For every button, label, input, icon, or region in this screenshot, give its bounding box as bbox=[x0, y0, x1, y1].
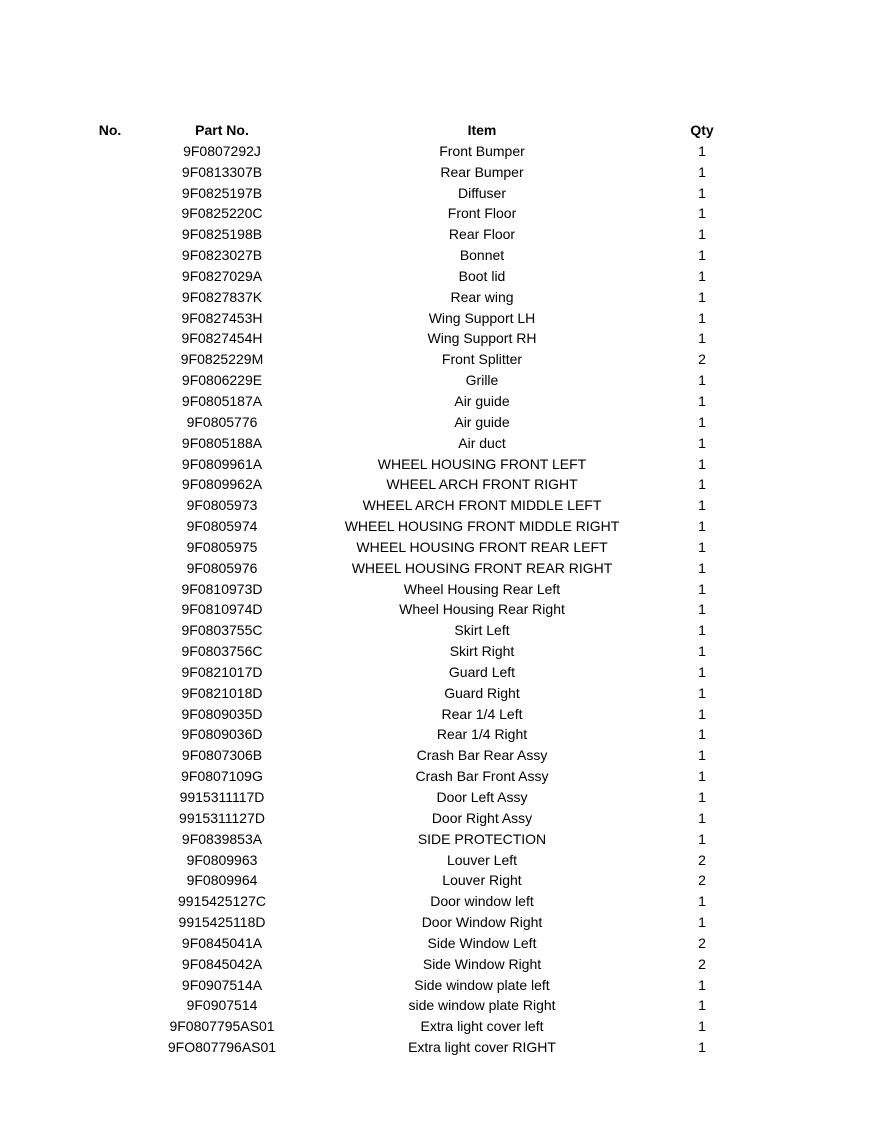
cell-part-no: 9F0827453H bbox=[181, 309, 263, 326]
cell-part-no: 9F0825197B bbox=[181, 184, 263, 201]
cell-qty: 1 bbox=[698, 476, 706, 493]
cell-item: Skirt Right bbox=[449, 643, 515, 660]
cell-qty: 1 bbox=[698, 830, 706, 847]
cell-qty: 1 bbox=[698, 372, 706, 389]
table-row bbox=[0, 620, 880, 641]
cell-part-no: 9F0809036D bbox=[181, 726, 263, 743]
cell-qty: 1 bbox=[698, 643, 706, 660]
cell-qty: 1 bbox=[698, 768, 706, 785]
cell-item: Crash Bar Front Assy bbox=[415, 768, 549, 785]
cell-item: Boot lid bbox=[458, 267, 506, 284]
cell-part-no: 9F0907514 bbox=[186, 997, 258, 1014]
cell-part-no: 9F0805974 bbox=[186, 518, 258, 535]
cell-item: Rear 1/4 Left bbox=[441, 705, 523, 722]
cell-qty: 1 bbox=[698, 330, 706, 347]
cell-part-no: 9FO807796AS01 bbox=[167, 1039, 277, 1056]
cell-part-no: 9F0809961A bbox=[181, 455, 263, 472]
cell-qty: 1 bbox=[698, 226, 706, 243]
cell-qty: 1 bbox=[698, 205, 706, 222]
cell-qty: 1 bbox=[698, 247, 706, 264]
cell-item: Diffuser bbox=[458, 184, 506, 201]
cell-part-no: 9F0805776 bbox=[186, 413, 258, 430]
cell-part-no: 9F0803756C bbox=[181, 643, 263, 660]
cell-qty: 1 bbox=[698, 142, 706, 159]
cell-item: Skirt Left bbox=[454, 622, 510, 639]
cell-item: Grille bbox=[465, 372, 499, 389]
cell-part-no: 9915425127C bbox=[178, 893, 266, 910]
table-row bbox=[0, 537, 880, 558]
cell-item: Wheel Housing Rear Right bbox=[399, 601, 565, 618]
cell-part-no: 9F0839853A bbox=[181, 830, 263, 847]
cell-item: WHEEL HOUSING FRONT MIDDLE RIGHT bbox=[344, 518, 620, 535]
cell-item: Louver Left bbox=[446, 851, 518, 868]
cell-part-no: 9915425118D bbox=[178, 914, 266, 931]
cell-part-no: 9F0807795AS01 bbox=[169, 1018, 275, 1035]
cell-qty: 2 bbox=[698, 351, 706, 368]
table-row bbox=[0, 412, 880, 433]
cell-part-no: 9F0827454H bbox=[181, 330, 263, 347]
cell-qty: 1 bbox=[698, 684, 706, 701]
cell-qty: 1 bbox=[698, 914, 706, 931]
table-row bbox=[0, 391, 880, 412]
cell-part-no: 9F0907514A bbox=[181, 976, 263, 993]
table-row bbox=[0, 433, 880, 454]
cell-part-no: 9F0813307B bbox=[181, 163, 263, 180]
cell-qty: 1 bbox=[698, 789, 706, 805]
table-row bbox=[0, 975, 880, 996]
cell-qty: 2 bbox=[698, 872, 706, 889]
cell-qty: 1 bbox=[698, 976, 706, 993]
cell-part-no: 9F0823027B bbox=[181, 247, 263, 264]
table-row bbox=[0, 349, 880, 370]
cell-part-no: 9915311117D bbox=[179, 789, 265, 805]
cell-item: Front Floor bbox=[447, 205, 517, 222]
cell-item: Extra light cover left bbox=[420, 1018, 544, 1035]
cell-item: Crash Bar Rear Assy bbox=[416, 747, 548, 764]
cell-part-no: 9F0845041A bbox=[181, 934, 263, 951]
cell-part-no: 9F0807306B bbox=[181, 747, 263, 764]
cell-item: Side Window Right bbox=[422, 955, 542, 972]
cell-item: WHEEL HOUSING FRONT REAR LEFT bbox=[356, 538, 608, 555]
table-row bbox=[0, 662, 880, 683]
cell-item: Air duct bbox=[458, 434, 506, 451]
cell-qty: 2 bbox=[698, 851, 706, 868]
cell-item: Rear wing bbox=[450, 288, 514, 305]
header-no: No. bbox=[98, 122, 122, 138]
cell-item: Door window left bbox=[430, 893, 534, 910]
parts-table bbox=[0, 120, 880, 1058]
table-row bbox=[0, 474, 880, 495]
table-row bbox=[0, 933, 880, 954]
cell-item: Door Window Right bbox=[421, 914, 543, 931]
cell-qty: 1 bbox=[698, 559, 706, 576]
cell-item: Front Bumper bbox=[439, 142, 525, 159]
cell-part-no: 9F0810973D bbox=[181, 580, 263, 597]
cell-part-no: 9F0809035D bbox=[181, 705, 263, 722]
table-row bbox=[0, 370, 880, 391]
table-row bbox=[0, 891, 880, 912]
table-row bbox=[0, 745, 880, 766]
cell-item: Rear Bumper bbox=[440, 163, 524, 180]
cell-part-no: 9F0805187A bbox=[181, 392, 263, 409]
cell-part-no: 9F0805976 bbox=[186, 559, 258, 576]
cell-part-no: 9915311127D bbox=[179, 809, 265, 826]
table-row bbox=[0, 1037, 880, 1058]
cell-part-no: 9F0806229E bbox=[181, 372, 263, 389]
table-row bbox=[0, 558, 880, 579]
cell-item: Door Right Assy bbox=[431, 809, 533, 826]
table-row bbox=[0, 224, 880, 245]
table-row bbox=[0, 203, 880, 224]
cell-part-no: 9F0845042A bbox=[181, 955, 263, 972]
table-row bbox=[0, 766, 880, 787]
cell-qty: 1 bbox=[698, 184, 706, 201]
cell-part-no: 9F0805188A bbox=[181, 434, 263, 451]
cell-part-no: 9F0805975 bbox=[186, 538, 258, 555]
table-row bbox=[0, 954, 880, 975]
table-row bbox=[0, 808, 880, 829]
cell-item: Side window plate left bbox=[414, 976, 550, 993]
cell-part-no: 9F0807292J bbox=[183, 142, 261, 159]
cell-item: Wheel Housing Rear Left bbox=[403, 580, 561, 597]
cell-qty: 1 bbox=[698, 497, 706, 514]
cell-qty: 1 bbox=[698, 705, 706, 722]
cell-item: Door Left Assy bbox=[436, 789, 528, 805]
cell-qty: 1 bbox=[698, 747, 706, 764]
cell-item: WHEEL HOUSING FRONT REAR RIGHT bbox=[351, 559, 613, 576]
cell-qty: 1 bbox=[698, 1018, 706, 1035]
table-row bbox=[0, 454, 880, 475]
table-row bbox=[0, 579, 880, 600]
table-row bbox=[0, 995, 880, 1016]
cell-qty: 1 bbox=[698, 267, 706, 284]
cell-item: WHEEL HOUSING FRONT LEFT bbox=[377, 455, 587, 472]
cell-part-no: 9F0803755C bbox=[181, 622, 263, 639]
cell-item: Bonnet bbox=[459, 247, 505, 264]
cell-qty: 1 bbox=[698, 893, 706, 910]
table-row bbox=[0, 287, 880, 308]
cell-part-no: 9F0809964 bbox=[186, 872, 258, 889]
cell-item: Front Splitter bbox=[441, 351, 523, 368]
table-row bbox=[0, 266, 880, 287]
table-row bbox=[0, 328, 880, 349]
table-row bbox=[0, 141, 880, 162]
header-qty: Qty bbox=[690, 122, 714, 138]
cell-qty: 1 bbox=[698, 413, 706, 430]
table-row bbox=[0, 641, 880, 662]
cell-part-no: 9F0805973 bbox=[186, 497, 258, 514]
cell-item: SIDE PROTECTION bbox=[417, 830, 547, 847]
cell-item: Guard Right bbox=[444, 684, 520, 701]
cell-part-no: 9F0809962A bbox=[181, 476, 263, 493]
cell-qty: 1 bbox=[698, 392, 706, 409]
table-row bbox=[0, 162, 880, 183]
cell-item: side window plate Right bbox=[408, 997, 556, 1014]
cell-qty: 1 bbox=[698, 518, 706, 535]
table-body bbox=[0, 141, 880, 1058]
table-row bbox=[0, 183, 880, 204]
table-row bbox=[0, 516, 880, 537]
cell-part-no: 9F0807109G bbox=[181, 768, 263, 785]
cell-part-no: 9F0825229M bbox=[180, 351, 264, 368]
cell-part-no: 9F0810974D bbox=[181, 601, 263, 618]
cell-qty: 1 bbox=[698, 997, 706, 1014]
cell-qty: 1 bbox=[698, 809, 706, 826]
cell-qty: 2 bbox=[698, 955, 706, 972]
cell-part-no: 9F0825220C bbox=[181, 205, 263, 222]
cell-item: Wing Support LH bbox=[428, 309, 536, 326]
cell-qty: 1 bbox=[698, 538, 706, 555]
cell-item: Extra light cover RIGHT bbox=[408, 1039, 556, 1056]
table-row bbox=[0, 495, 880, 516]
table-row bbox=[0, 787, 880, 808]
cell-item: Rear Floor bbox=[448, 226, 516, 243]
cell-qty: 2 bbox=[698, 934, 706, 951]
table-row bbox=[0, 829, 880, 850]
table-row bbox=[0, 599, 880, 620]
cell-part-no: 9F0827029A bbox=[181, 267, 263, 284]
cell-item: Louver Right bbox=[442, 872, 522, 889]
cell-qty: 1 bbox=[698, 163, 706, 180]
cell-qty: 1 bbox=[698, 309, 706, 326]
cell-item: Rear 1/4 Right bbox=[436, 726, 528, 743]
cell-item: Air guide bbox=[454, 392, 510, 409]
cell-qty: 1 bbox=[698, 601, 706, 618]
cell-qty: 1 bbox=[698, 1039, 706, 1056]
table-row bbox=[0, 308, 880, 329]
cell-part-no: 9F0821018D bbox=[181, 684, 263, 701]
table-row bbox=[0, 245, 880, 266]
cell-item: Side Window Left bbox=[427, 934, 537, 951]
table-row bbox=[0, 870, 880, 891]
header-item: Item bbox=[467, 122, 497, 138]
cell-qty: 1 bbox=[698, 434, 706, 451]
cell-item: WHEEL ARCH FRONT RIGHT bbox=[386, 476, 578, 493]
cell-part-no: 9F0827837K bbox=[181, 288, 263, 305]
cell-qty: 1 bbox=[698, 288, 706, 305]
table-row bbox=[0, 724, 880, 745]
cell-item: Wing Support RH bbox=[427, 330, 537, 347]
cell-part-no: 9F0825198B bbox=[181, 226, 263, 243]
cell-qty: 1 bbox=[698, 455, 706, 472]
cell-qty: 1 bbox=[698, 622, 706, 639]
table-row bbox=[0, 1016, 880, 1037]
cell-part-no: 9F0821017D bbox=[181, 663, 263, 680]
cell-item: WHEEL ARCH FRONT MIDDLE LEFT bbox=[362, 497, 602, 514]
table-header bbox=[0, 120, 880, 141]
cell-qty: 1 bbox=[698, 726, 706, 743]
cell-part-no: 9F0809963 bbox=[186, 851, 258, 868]
table-row bbox=[0, 850, 880, 871]
table-row bbox=[0, 683, 880, 704]
cell-qty: 1 bbox=[698, 663, 706, 680]
table-row bbox=[0, 912, 880, 933]
cell-item: Air guide bbox=[454, 413, 510, 430]
cell-item: Guard Left bbox=[448, 663, 516, 680]
cell-qty: 1 bbox=[698, 580, 706, 597]
header-part-no: Part No. bbox=[195, 122, 249, 138]
table-row bbox=[0, 704, 880, 725]
